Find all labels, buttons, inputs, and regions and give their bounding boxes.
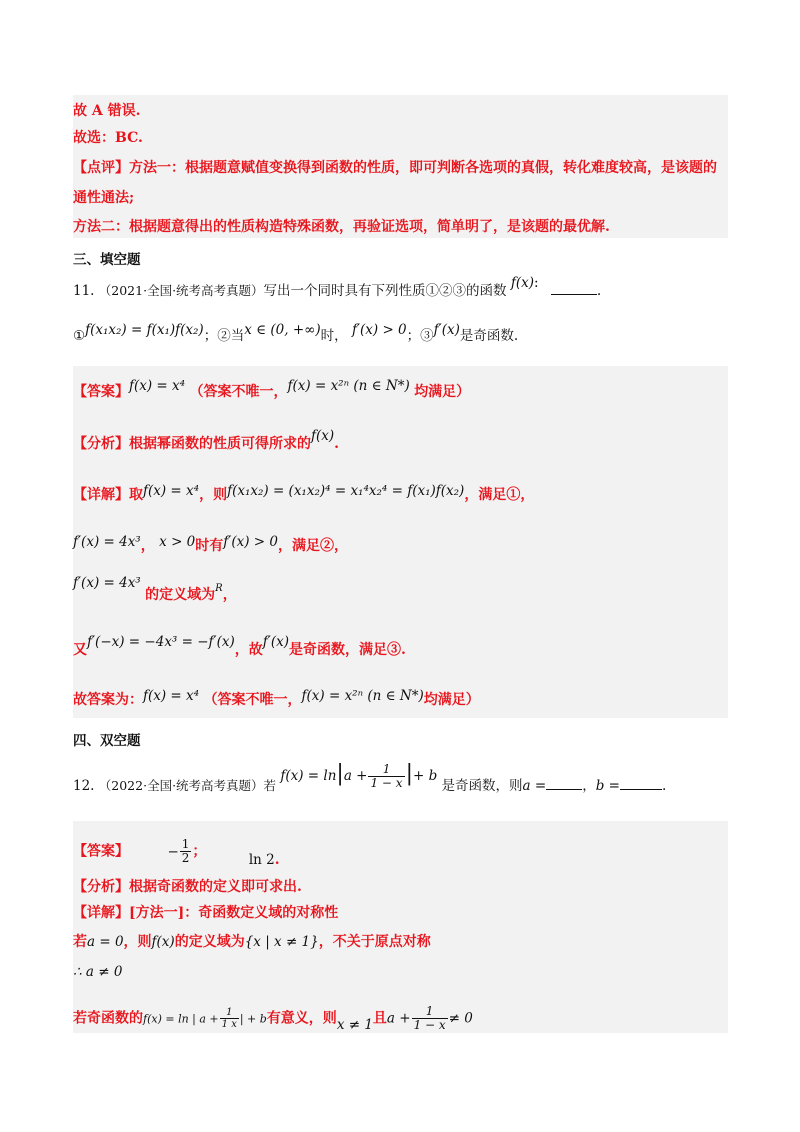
answer-note: （答案不唯一， bbox=[189, 384, 288, 400]
cond1-mark: ① bbox=[73, 328, 86, 344]
q12-answer2: ln 2 bbox=[248, 851, 275, 868]
detail-math-1: f(x) = x⁴ bbox=[143, 483, 200, 499]
question-12-stem bbox=[73, 761, 667, 800]
q11-answer-blank[interactable] bbox=[551, 282, 597, 295]
conclusion-a-wrong: 故 A 错误. bbox=[73, 103, 141, 119]
meaning-cond-2-rhs: ≠ 0 bbox=[448, 1010, 473, 1027]
cond2-math: x ∈ (0, +∞) bbox=[244, 322, 321, 338]
derivative-condition: x > 0 bbox=[159, 534, 196, 550]
q12-number: 12. bbox=[73, 778, 95, 794]
q12-detail-line bbox=[73, 903, 338, 923]
q12-case-a-zero bbox=[73, 932, 431, 952]
answer-math-general: f(x) = x²ⁿ (n ∈ N*) bbox=[287, 378, 410, 394]
domain-R: R bbox=[215, 583, 223, 594]
question-11-conditions bbox=[73, 322, 519, 346]
q12-detail-text: [方法一]：奇函数定义域的对称性 bbox=[129, 905, 339, 921]
therefore-math: ∴ a ≠ 0 bbox=[73, 964, 123, 980]
q12-answer-tag: 【答案】 bbox=[73, 843, 129, 860]
choice-result: 故选：BC. bbox=[73, 130, 143, 146]
analysis-tag: 【分析】 bbox=[73, 436, 129, 452]
derivative-satisfy-2: ，满足②， bbox=[277, 538, 348, 554]
q12-answer1-fraction bbox=[180, 838, 192, 865]
q11-fx: f(x) bbox=[510, 275, 534, 291]
q12-end: . bbox=[661, 778, 667, 794]
q11-detail-line bbox=[73, 485, 534, 505]
meaning-frac-num: 1 bbox=[220, 1007, 239, 1019]
detail-math-2: f(x₁x₂) = (x₁x₂)⁴ = x₁⁴x₂⁴ = f(x₁)f(x₂) bbox=[227, 483, 465, 499]
analysis-end: . bbox=[334, 436, 340, 452]
analysis-text: 根据幂函数的性质可得所求的 bbox=[129, 436, 311, 452]
comment-text: 方法一：根据题意赋值变换得到函数的性质，即可判断各选项的真假，转化难度较高，是该题的 bbox=[129, 160, 717, 176]
final-answer-note-end: 均满足） bbox=[423, 692, 480, 708]
q11-end: . bbox=[596, 283, 602, 299]
section-three-heading: 三、填空题 bbox=[73, 252, 141, 268]
cond2-result: f′(x) > 0 bbox=[351, 322, 407, 338]
detail-tag: 【详解】 bbox=[73, 487, 129, 503]
case-end: ，不关于原点对称 bbox=[318, 934, 431, 950]
case-fx: f(x) bbox=[151, 934, 175, 950]
q11-final-answer-line bbox=[73, 690, 480, 710]
meaning-frac-den: 1 x bbox=[221, 1019, 237, 1030]
q12-abs-left: | bbox=[336, 761, 344, 786]
meaning-math-lhs: f(x) = ln | a + bbox=[143, 1012, 219, 1026]
case-math: a = 0 bbox=[87, 934, 124, 950]
derivative-when: 时有 bbox=[195, 538, 224, 554]
q11-text: 写出一个同时具有下列性质①②③的函数 bbox=[263, 283, 507, 299]
q12-detail-tag: 【详解】 bbox=[73, 905, 129, 921]
odd-gu: ，故 bbox=[234, 642, 263, 658]
q12-answer-line bbox=[73, 837, 280, 868]
q11-analysis-line bbox=[73, 428, 340, 454]
meaning-cond-2-num: 1 bbox=[412, 1005, 448, 1019]
q12-analysis-text: 根据奇函数的定义即可求出. bbox=[129, 879, 302, 895]
q12-answer1-den: 2 bbox=[181, 851, 190, 865]
q12-b-blank[interactable] bbox=[620, 777, 662, 790]
q11-answer-line bbox=[73, 378, 471, 402]
q12-answer-sep: ； bbox=[192, 843, 207, 860]
q12-fraction bbox=[368, 763, 404, 790]
domain-text: 的定义域为 bbox=[145, 587, 216, 603]
case-set: {x | x ≠ 1} bbox=[244, 934, 319, 950]
domain-math: f′(x) = 4x³ bbox=[73, 575, 141, 591]
detail-take: 取 bbox=[129, 487, 143, 503]
final-answer-note: （答案不唯一， bbox=[203, 692, 302, 708]
q12-answer2-end: . bbox=[274, 851, 280, 868]
cond3-text: 是奇函数. bbox=[459, 328, 519, 344]
q12-abs-right: | bbox=[405, 761, 413, 786]
section-four-heading: 四、双空题 bbox=[73, 733, 141, 749]
cond3-sep: ；③ bbox=[406, 328, 434, 344]
q12-a-blank[interactable] bbox=[546, 777, 582, 790]
q12-text: 是奇函数，则 bbox=[441, 778, 523, 794]
derivative-math: f′(x) = 4x³ bbox=[73, 534, 141, 550]
final-answer-math-general: f(x) = x²ⁿ (n ∈ N*) bbox=[301, 688, 424, 704]
q11-number: 11. bbox=[73, 283, 95, 299]
case-if: 若 bbox=[73, 934, 87, 950]
odd-you: 又 bbox=[73, 642, 87, 658]
cond1-math: f(x₁x₂) = f(x₁)f(x₂) bbox=[85, 322, 204, 338]
odd-math-2: f′(x) bbox=[262, 634, 289, 650]
answer-note-end: 均满足） bbox=[414, 384, 471, 400]
odd-text: 是奇函数，满足③. bbox=[288, 642, 406, 658]
answer-math: f(x) = x⁴ bbox=[129, 378, 186, 394]
meaning-fraction bbox=[220, 1007, 239, 1030]
q11-odd-line bbox=[73, 634, 406, 660]
meaning-text: 若奇函数的 bbox=[73, 1010, 143, 1027]
q12-meaning-line bbox=[73, 1005, 473, 1032]
answer-tag: 【答案】 bbox=[73, 384, 129, 400]
q11-derivative-line bbox=[73, 536, 348, 556]
q12-analysis-line bbox=[73, 877, 302, 897]
meaning-math-rhs: | + b bbox=[239, 1012, 267, 1026]
meaning-cond-2-den: 1 − x bbox=[413, 1018, 446, 1032]
q11-colon: : bbox=[534, 275, 539, 291]
derivative-positive: f′(x) > 0 bbox=[223, 534, 278, 550]
cond1-sep: ；②当 bbox=[203, 328, 245, 344]
comment-line bbox=[73, 158, 717, 178]
q12-source: （2022·全国·统考高考真题）若 bbox=[98, 778, 277, 793]
q11-domain-line bbox=[73, 575, 237, 607]
case-then: ，则 bbox=[123, 934, 152, 950]
comment-tag: 【点评】 bbox=[73, 160, 129, 176]
q12-frac-den: 1 − x bbox=[370, 776, 403, 790]
case-domain: 的定义域为 bbox=[174, 934, 245, 950]
final-answer-text: 故答案为： bbox=[73, 692, 143, 708]
meaning-cond-2-fraction bbox=[412, 1005, 448, 1032]
q12-analysis-tag: 【分析】 bbox=[73, 879, 129, 895]
derivative-comma: ， bbox=[140, 538, 155, 554]
q12-a-label: a = bbox=[522, 778, 547, 794]
final-answer-math: f(x) = x⁴ bbox=[143, 688, 200, 704]
q12-function-lhs: f(x) = ln bbox=[280, 768, 337, 784]
cond2-when: 时， bbox=[320, 328, 348, 344]
analysis-math: f(x) bbox=[311, 428, 335, 444]
question-11-stem bbox=[73, 275, 602, 301]
q12-answer1-sign: − bbox=[167, 843, 179, 860]
q12-function-a: a + bbox=[343, 768, 368, 784]
detail-satisfy-1: ，满足①， bbox=[464, 487, 535, 503]
method-two-line: 方法二：根据题意得出的性质构造特殊函数，再验证选项，简单明了，是该题的最优解. bbox=[73, 219, 610, 235]
meaning-and: 且 bbox=[372, 1010, 387, 1027]
comment-line-continued: 通性通法; bbox=[73, 190, 135, 206]
meaning-cond-2-a: a + bbox=[386, 1010, 411, 1027]
meaning-cond-1: x ≠ 1 bbox=[336, 1016, 373, 1033]
meaning-mid: 有意义，则 bbox=[266, 1010, 337, 1027]
detail-then: ，则 bbox=[199, 487, 228, 503]
odd-math: f′(−x) = −4x³ = −f′(x) bbox=[87, 634, 235, 650]
q12-b-label: b = bbox=[595, 778, 620, 794]
q12-therefore-line bbox=[73, 962, 122, 982]
domain-end: ， bbox=[222, 587, 237, 603]
q12-frac-num: 1 bbox=[368, 763, 404, 777]
cond3-math: f′(x) bbox=[433, 322, 460, 338]
q11-source: （2021·全国·统考高考真题） bbox=[98, 283, 264, 298]
q12-function-b: + b bbox=[413, 768, 438, 784]
q12-answer1-num: 1 bbox=[181, 837, 190, 851]
q12-sep: ， bbox=[582, 778, 596, 794]
